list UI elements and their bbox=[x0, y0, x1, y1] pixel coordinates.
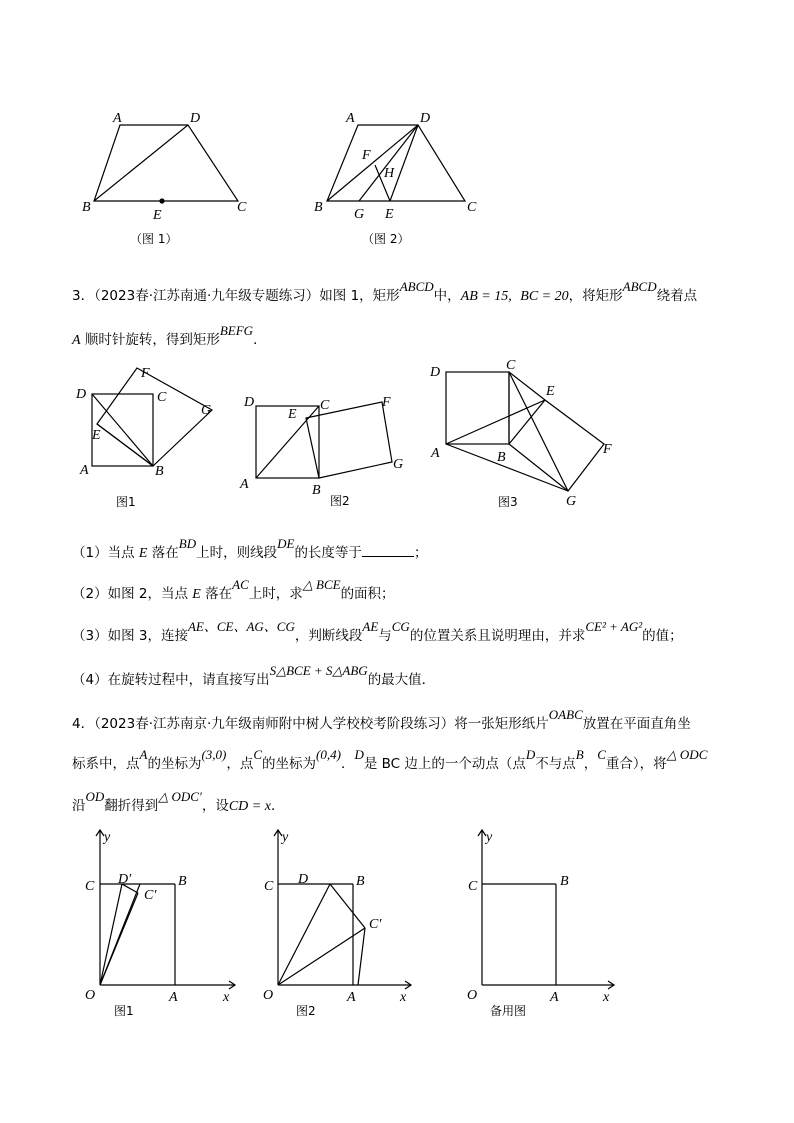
figure-label: y bbox=[282, 830, 289, 845]
point-e bbox=[159, 198, 164, 203]
figure-label: y bbox=[104, 830, 111, 845]
figure-label: B bbox=[155, 464, 164, 479]
problem4-figure-1 bbox=[80, 825, 250, 1025]
figure-label: x bbox=[400, 990, 407, 1005]
problem4-line3: 沿OD翻折得到△ ODC′，设CD = x． bbox=[72, 789, 285, 814]
problem3-q3: （3）如图 3，连接AE、CE、AG、CG，判断线段AE与CG的位置关系且说明理由，并求CE² + AG²的值； bbox=[72, 619, 683, 644]
top-figure-1 bbox=[80, 105, 280, 255]
figure-stroke bbox=[358, 928, 365, 985]
label-h: H bbox=[384, 166, 395, 181]
figure-label: 图3 bbox=[498, 495, 518, 509]
figure-label: A bbox=[550, 990, 559, 1005]
figure-label: A bbox=[80, 463, 89, 478]
figure-stroke bbox=[278, 884, 330, 985]
figure-label: B bbox=[178, 874, 187, 889]
label-d: D bbox=[420, 111, 431, 126]
figure-label: D bbox=[244, 395, 255, 410]
figure-label: F bbox=[382, 395, 391, 410]
problem3-q1: （1）当点 E 落在BD上时，则线段DE的长度等于 ； bbox=[72, 536, 428, 561]
figure-stroke bbox=[97, 424, 153, 466]
figure-label: E bbox=[546, 384, 555, 399]
figure-label: C′ bbox=[369, 917, 382, 932]
problem3-q4: （4）在旋转过程中，请直接写出S△BCE + S△ABG的最大值． bbox=[72, 663, 436, 688]
figure-label: G bbox=[393, 457, 404, 472]
figure-label: B bbox=[497, 450, 506, 465]
label-f: F bbox=[362, 148, 371, 163]
figure-label: D bbox=[76, 387, 87, 402]
problem3-q2: （2）如图 2，当点 E 落在AC上时，求△ BCE的面积； bbox=[72, 577, 395, 602]
problem4-line1: 4．（2023春·江苏南京·九年级南师附中树人学校校考阶段练习）将一张矩形纸片OABC放置在平面直角坐 bbox=[72, 707, 691, 732]
figure-label: E bbox=[288, 407, 297, 422]
segment-ce bbox=[509, 372, 545, 400]
label-e: E bbox=[385, 207, 394, 222]
answer-blank[interactable] bbox=[362, 544, 414, 557]
label-c: C bbox=[237, 200, 247, 215]
figure-label: C bbox=[320, 398, 330, 413]
segment-ae bbox=[446, 400, 545, 444]
top-figure-2 bbox=[300, 105, 500, 255]
label-c: C bbox=[467, 200, 477, 215]
figure-label: C′ bbox=[144, 888, 157, 903]
figure-label: x bbox=[603, 990, 610, 1005]
figure-label: 图1 bbox=[114, 1004, 134, 1018]
figure-label: D bbox=[298, 872, 309, 887]
figure-stroke bbox=[100, 884, 140, 985]
figure-label: B bbox=[356, 874, 365, 889]
label-b: B bbox=[82, 200, 91, 215]
figure-stroke bbox=[278, 928, 365, 985]
figure-label: E bbox=[92, 428, 101, 443]
figure-stroke bbox=[100, 884, 122, 985]
figure-label: x bbox=[223, 990, 230, 1005]
figure-label: C bbox=[85, 879, 95, 894]
figure-label: A bbox=[169, 990, 178, 1005]
figure-label: 图2 bbox=[330, 494, 350, 508]
figure-label: F bbox=[603, 442, 612, 457]
figure-label: A bbox=[431, 446, 440, 461]
figure-stroke bbox=[446, 372, 509, 444]
rect-befg bbox=[97, 368, 212, 466]
figure-label: O bbox=[263, 988, 274, 1003]
figure-label: B bbox=[560, 874, 569, 889]
figure-label: 图2 bbox=[296, 1004, 316, 1018]
figure-label: G bbox=[201, 403, 212, 418]
figure-label: A bbox=[347, 990, 356, 1005]
figure-label: C bbox=[506, 358, 516, 373]
label-g: G bbox=[354, 207, 365, 222]
problem3-line1: 3．（2023春·江苏南通·九年级专题练习）如图 1，矩形ABCD中，AB = 15, BC = 20，将矩形ABCD绕着点 bbox=[72, 279, 698, 304]
trapezoid-abcd bbox=[327, 125, 465, 201]
diagonal-bd bbox=[94, 125, 188, 201]
fig2-caption: （图 2） bbox=[362, 232, 410, 246]
figure-label: A bbox=[240, 477, 249, 492]
problem4-figure-3 bbox=[462, 825, 632, 1025]
figure-label: C bbox=[157, 390, 167, 405]
problem4-line2: 标系中，点A的坐标为(3,0)，点C的坐标为(0,4)．D是 BC 边上的一个动点（点D不与点B，C重合），将△ ODC bbox=[72, 747, 708, 772]
fig1-caption: （图 1） bbox=[130, 232, 178, 246]
figure-label: D′ bbox=[118, 872, 132, 887]
segment-db bbox=[92, 394, 153, 466]
problem4-figure-2 bbox=[258, 825, 428, 1025]
label-b: B bbox=[314, 200, 323, 215]
label-e: E bbox=[153, 208, 162, 223]
figure-label: y bbox=[486, 830, 493, 845]
figure-label: D bbox=[430, 365, 441, 380]
figure-label: O bbox=[467, 988, 478, 1003]
figure-label: B bbox=[312, 483, 321, 498]
figure-label: O bbox=[85, 988, 96, 1003]
figure-label: 备用图 bbox=[490, 1004, 527, 1018]
figure-label: C bbox=[264, 879, 274, 894]
trapezoid-abcd bbox=[94, 125, 238, 201]
label-a: A bbox=[113, 111, 122, 126]
figure-label: 图1 bbox=[116, 495, 136, 509]
label-d: D bbox=[190, 111, 201, 126]
figure-stroke bbox=[330, 884, 365, 928]
figure-label: F bbox=[141, 366, 150, 381]
problem3-figure-1 bbox=[72, 362, 232, 517]
segment-cg bbox=[509, 372, 568, 491]
label-a: A bbox=[346, 111, 355, 126]
figure-label: C bbox=[468, 879, 478, 894]
figure-label: G bbox=[566, 494, 577, 509]
problem3-figure-2 bbox=[236, 388, 416, 518]
problem3-line2: A 顺时针旋转，得到矩形BEFG． bbox=[72, 323, 267, 348]
segment-gd bbox=[359, 125, 418, 201]
rect-befg bbox=[509, 400, 604, 491]
problem3-figure-3 bbox=[426, 355, 626, 520]
segment-ag bbox=[446, 444, 568, 491]
